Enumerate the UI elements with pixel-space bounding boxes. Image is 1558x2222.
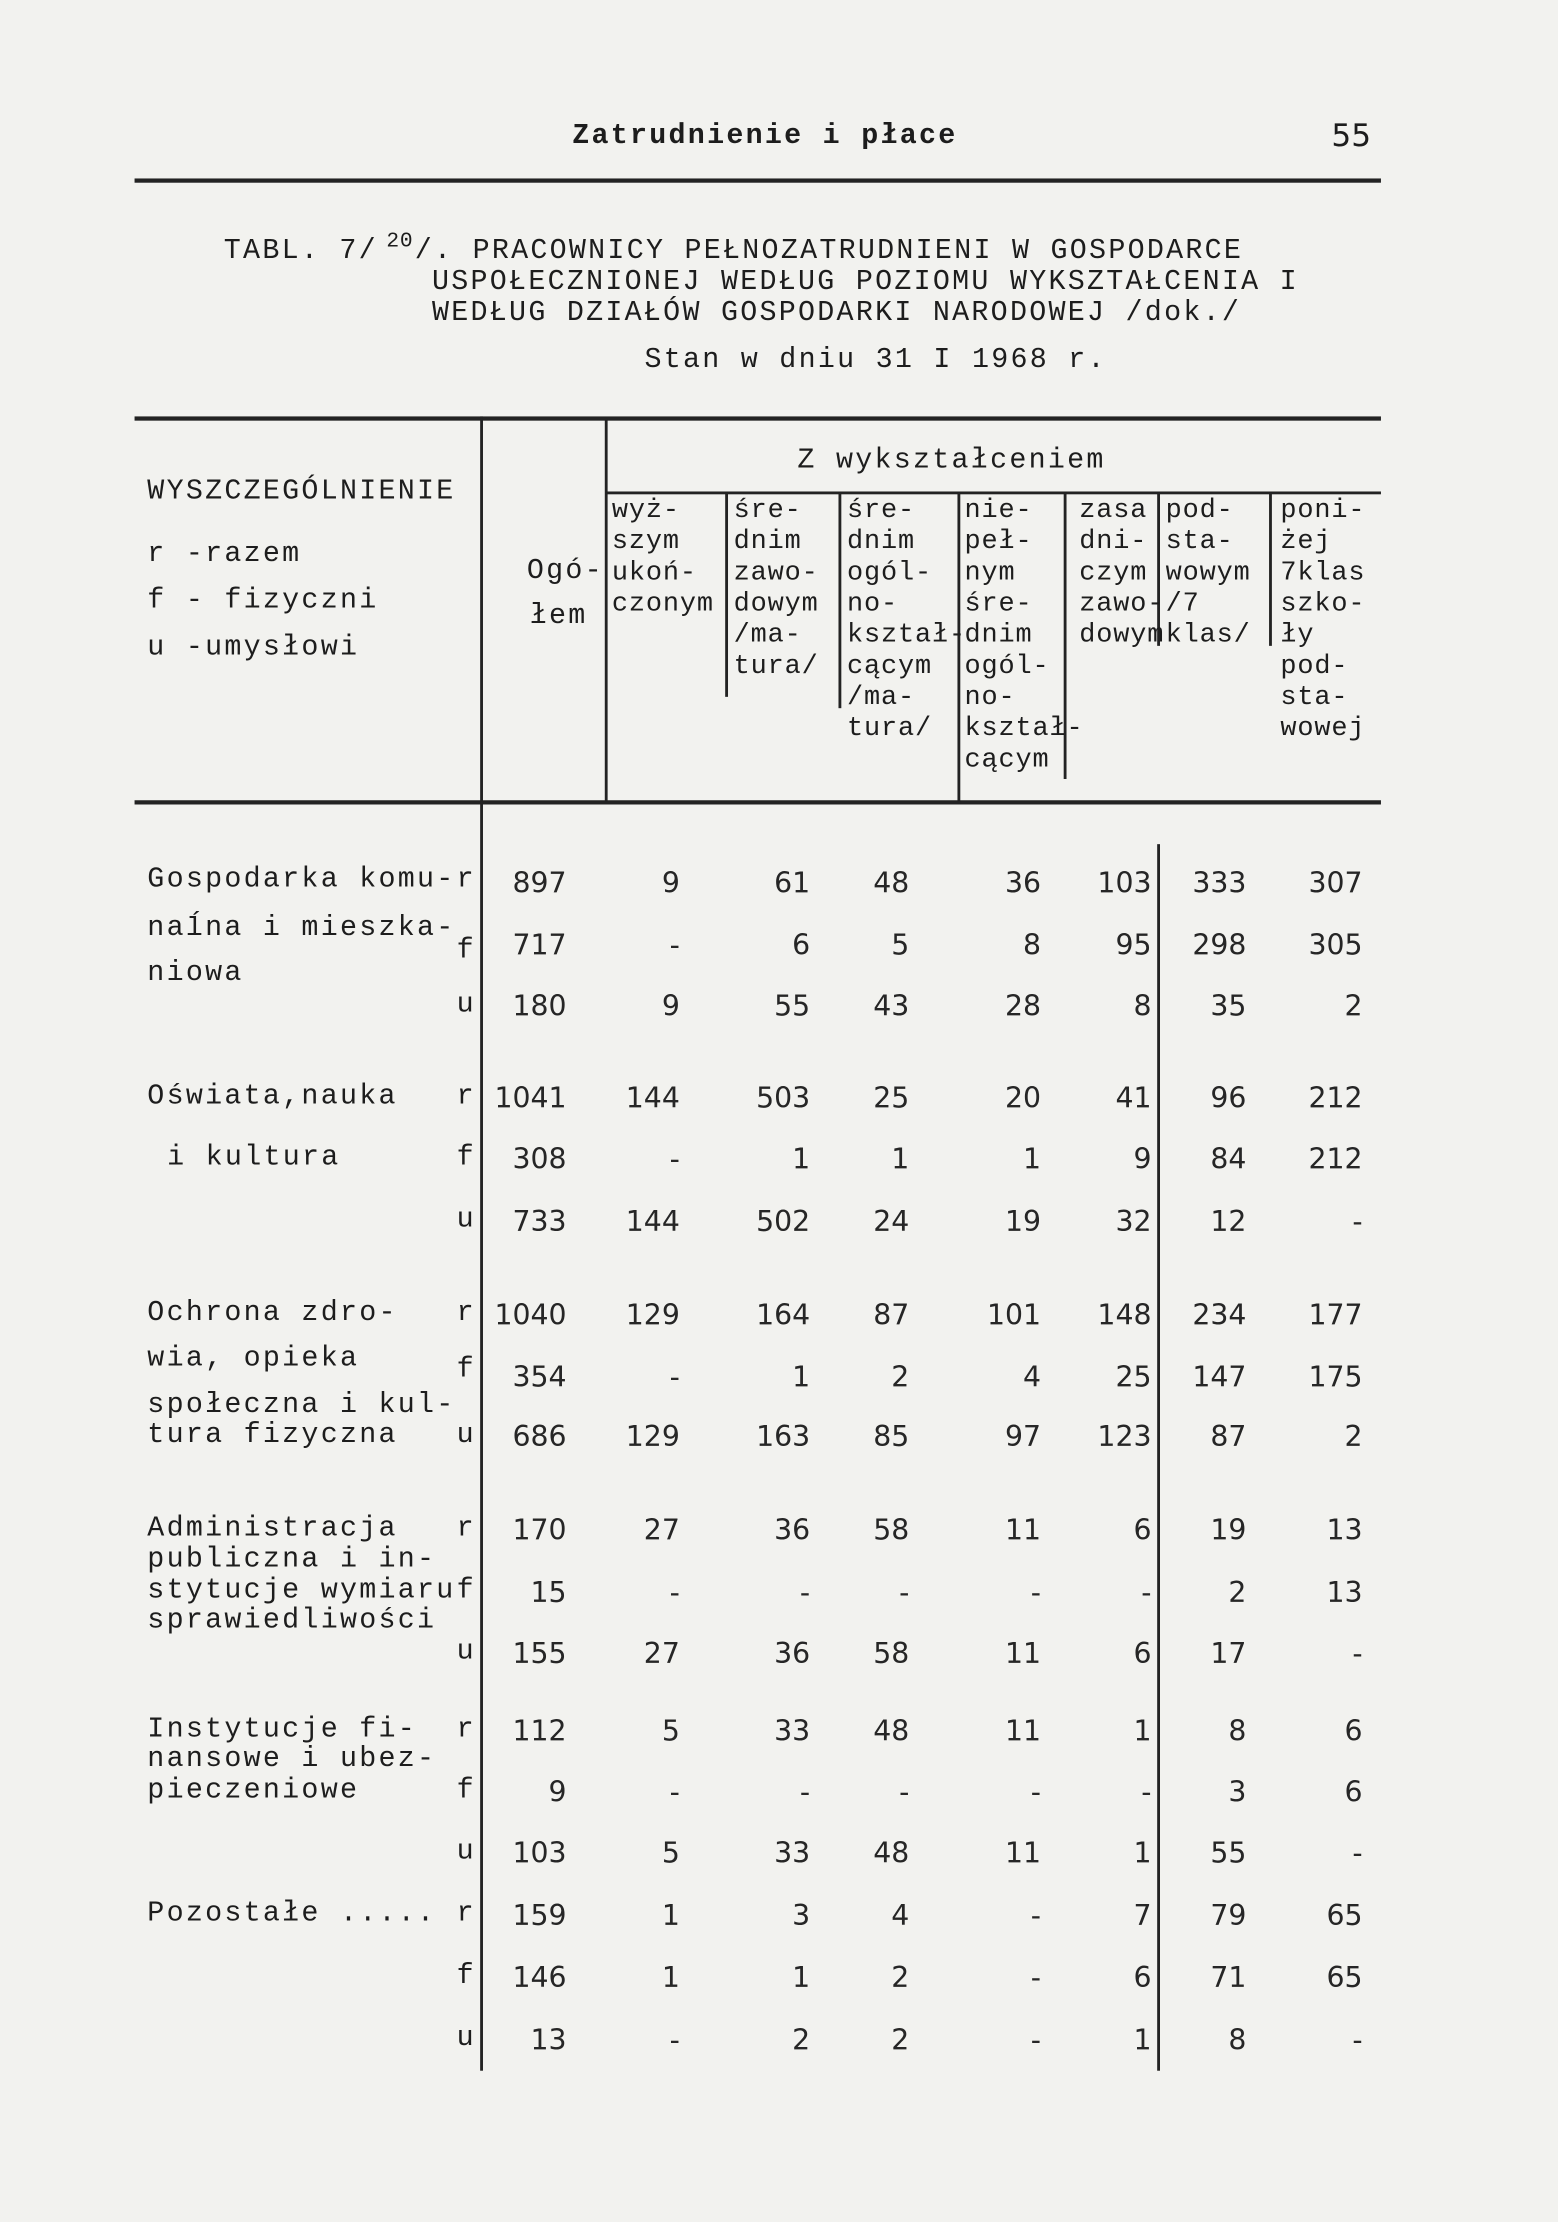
- row-label-line: Pozostałe .....: [147, 1897, 437, 1931]
- column-header-text: 7klas: [1280, 556, 1366, 588]
- table-cell: 4: [1022, 1359, 1042, 1394]
- table-cell: 9: [661, 865, 680, 900]
- table-cell: 1: [1022, 1141, 1042, 1176]
- table-cell: 61: [774, 865, 811, 900]
- column-header-text: dni-: [1079, 525, 1148, 557]
- table-cell: 6: [1344, 1774, 1363, 1809]
- table-cell: 36: [774, 1512, 811, 1547]
- table-cell: 159: [512, 1897, 567, 1932]
- table-cell: 43: [873, 988, 910, 1023]
- table-title-text: /. PRACOWNICY PEŁNOZATRUDNIENI W GOSPODARCE: [414, 235, 1244, 268]
- column-header-text: dnim: [733, 525, 802, 557]
- table-cell: -: [1141, 1574, 1152, 1609]
- stub-title: WYSZCZEGÓLNIENIE: [147, 475, 456, 509]
- table-cell: 6: [1133, 1635, 1152, 1670]
- subcolumn-divider: [725, 493, 728, 697]
- table-cell: 123: [1097, 1419, 1152, 1454]
- table-cell: 1: [1133, 1713, 1152, 1748]
- running-head-title: Zatrudnienie i płace: [572, 120, 958, 153]
- table-cell: 144: [625, 1080, 680, 1115]
- table-cell: 35: [1210, 988, 1247, 1023]
- column-header-text: szko-: [1280, 587, 1366, 619]
- column-header-text: kształ-: [846, 618, 966, 651]
- column-header-text: kształ-: [964, 712, 1084, 744]
- table-cell: 112: [512, 1713, 567, 1748]
- table-cell: 13: [530, 2022, 567, 2057]
- table-cell: -: [669, 2022, 680, 2057]
- table-cell: 11: [1004, 1835, 1042, 1870]
- table-cell: -: [1352, 1635, 1363, 1670]
- column-header-text: tura/: [846, 712, 932, 744]
- row-type-marker: f: [456, 1141, 476, 1175]
- table-cell: 129: [625, 1419, 680, 1454]
- table-top-rule: [135, 416, 1381, 420]
- table-cell: 103: [1097, 865, 1152, 900]
- column-header-text: peł-: [964, 525, 1033, 557]
- table-cell: 164: [756, 1297, 811, 1332]
- row-type-marker: u: [456, 2022, 476, 2056]
- table-cell: 58: [873, 1512, 910, 1547]
- table-cell: 733: [512, 1203, 567, 1238]
- table-cell: 234: [1192, 1297, 1247, 1332]
- column-header-text: pod-: [1165, 494, 1234, 526]
- table-cell: 354: [512, 1359, 567, 1394]
- table-cell: 502: [756, 1203, 811, 1238]
- table-cell: 8: [1228, 1713, 1247, 1748]
- table-cell: 3: [1228, 1774, 1247, 1809]
- row-type-marker: r: [456, 863, 476, 897]
- table-cell: 32: [1115, 1203, 1152, 1238]
- row-label-line: społeczna i kul-: [147, 1389, 456, 1423]
- column-header-text: czonym: [611, 587, 714, 619]
- table-cell: 20: [1004, 1080, 1042, 1115]
- row-label-line: tura fizyczna: [147, 1419, 398, 1452]
- table-cell: 36: [1004, 865, 1042, 900]
- row-label-line: nansowe i ubez-: [147, 1743, 437, 1777]
- table-cell: 147: [1192, 1359, 1247, 1394]
- table-cell: -: [1352, 1835, 1363, 1870]
- column-header-text: nie-: [964, 494, 1033, 526]
- row-label-line: Instytucje fi-: [147, 1713, 418, 1747]
- table-cell: 6: [1133, 1512, 1152, 1547]
- column-header-text: dnim: [846, 525, 915, 557]
- table-cell: 717: [512, 927, 567, 962]
- column-header-text: śre-: [964, 587, 1033, 619]
- table-cell: 33: [774, 1835, 811, 1870]
- table-cell: 1: [1133, 1835, 1152, 1870]
- table-cell: 58: [873, 1635, 910, 1670]
- table-cell: 84: [1210, 1141, 1247, 1176]
- total-column-header: Ogó-: [526, 555, 604, 588]
- column-header-text: żej: [1280, 525, 1332, 557]
- table-cell: 2: [1344, 988, 1363, 1023]
- row-type-marker: r: [456, 1297, 476, 1330]
- table-cell: 6: [792, 927, 811, 962]
- table-cell: 1040: [494, 1297, 567, 1332]
- table-cell: 1: [891, 1141, 910, 1176]
- row-label-line: sprawiedliwości: [147, 1604, 437, 1638]
- table-cell: 180: [512, 988, 567, 1023]
- row-type-marker: r: [456, 1897, 476, 1931]
- table-cell: 13: [1326, 1574, 1363, 1609]
- table-cell: -: [899, 1574, 910, 1609]
- column-header-text: ły: [1280, 618, 1315, 651]
- table-cell: 1041: [494, 1080, 567, 1115]
- column-header-text: poni-: [1280, 494, 1366, 526]
- stub-legend-umyslowi: u -umysłowi: [147, 631, 360, 665]
- table-date-line: Stan w dniu 31 I 1968 r.: [644, 344, 1107, 377]
- column-header-text: klas/: [1165, 618, 1251, 651]
- row-label-line: naĺna i mieszka-: [147, 912, 456, 945]
- table-cell: 144: [625, 1203, 680, 1238]
- table-cell: 25: [873, 1080, 910, 1115]
- table-cell: 2: [891, 1960, 910, 1995]
- row-type-marker: r: [456, 1512, 476, 1546]
- table-cell: 36: [774, 1635, 811, 1670]
- table-cell: 129: [625, 1297, 680, 1332]
- row-type-marker: f: [456, 1960, 476, 1993]
- table-cell: -: [1030, 1960, 1042, 1995]
- table-cell: 305: [1308, 927, 1363, 962]
- table-cell: 85: [873, 1419, 910, 1454]
- table-cell: 28: [1004, 988, 1042, 1023]
- table-cell: -: [1030, 2022, 1042, 2057]
- table-cell: -: [1352, 2022, 1363, 2057]
- row-type-marker: r: [456, 1713, 476, 1747]
- table-cell: 2: [891, 2022, 910, 2057]
- table-cell: 24: [873, 1203, 910, 1238]
- column-header-text: no-: [846, 587, 898, 619]
- page-number: 55: [1331, 118, 1372, 155]
- table-cell: 1: [792, 1960, 811, 1995]
- table-cell: 4: [891, 1897, 910, 1932]
- table-cell: 101: [986, 1297, 1042, 1332]
- column-header-text: ogól-: [846, 556, 932, 588]
- table-cell: 87: [873, 1297, 910, 1332]
- table-cell: -: [799, 1774, 811, 1809]
- row-type-marker: u: [456, 1835, 476, 1869]
- table-cell: 8: [1228, 2022, 1247, 2057]
- table-cell: 27: [643, 1635, 680, 1670]
- table-cell: -: [669, 1359, 680, 1394]
- row-label-line: publiczna i in-: [147, 1543, 437, 1577]
- table-cell: 8: [1022, 927, 1042, 962]
- row-type-marker: f: [456, 934, 476, 968]
- table-cell: 41: [1115, 1080, 1152, 1115]
- table-cell: 13: [1326, 1512, 1363, 1547]
- table-cell: -: [669, 1774, 680, 1809]
- table-cell: 11: [1004, 1713, 1042, 1748]
- table-number-label: TABL. 7/: [223, 235, 378, 268]
- column-header-text: /ma-: [846, 681, 915, 713]
- table-cell: 1: [1133, 2022, 1152, 2057]
- table-cell: -: [799, 1574, 811, 1609]
- table-cell: 8: [1133, 988, 1152, 1023]
- table-cell: 5: [661, 1713, 680, 1748]
- table-cell: 1: [661, 1960, 680, 1995]
- table-cell: 1: [792, 1359, 811, 1394]
- table-cell: 25: [1115, 1359, 1152, 1394]
- table-cell: -: [1030, 1574, 1042, 1609]
- table-cell: 97: [1004, 1419, 1042, 1454]
- column-header-text: no-: [964, 681, 1016, 713]
- table-cell: 6: [1133, 1960, 1152, 1995]
- table-cell: 1: [661, 1897, 680, 1932]
- row-label-line: stytucje wymiaru: [147, 1574, 456, 1608]
- table-cell: 177: [1308, 1297, 1363, 1332]
- row-type-marker: u: [456, 1419, 476, 1452]
- table-cell: 298: [1192, 927, 1247, 962]
- table-cell: -: [899, 1774, 910, 1809]
- column-header-text: cącym: [964, 743, 1050, 775]
- table-cell: 48: [873, 865, 910, 900]
- column-header-text: wyż-: [611, 494, 680, 526]
- table-cell: 5: [661, 1835, 680, 1870]
- table-cell: 7: [1133, 1897, 1152, 1932]
- table-cell: 95: [1115, 927, 1152, 962]
- column-header-text: ogól-: [964, 650, 1050, 682]
- table-cell: 11: [1004, 1635, 1042, 1670]
- column-header-text: tura/: [733, 650, 819, 682]
- column-header-text: śre-: [846, 494, 915, 526]
- table-cell: 48: [873, 1835, 910, 1870]
- row-label-line: pieczeniowe: [147, 1774, 360, 1808]
- column-header-text: zawo-: [733, 556, 819, 588]
- table-cell: 9: [548, 1774, 567, 1809]
- table-cell: 15: [530, 1574, 567, 1609]
- row-type-marker: u: [456, 1203, 476, 1237]
- row-type-marker: u: [456, 988, 476, 1022]
- table-cell: 148: [1097, 1297, 1152, 1332]
- row-type-marker: r: [456, 1080, 476, 1114]
- table-cell: 333: [1192, 865, 1247, 900]
- table-cell: 2: [1228, 1574, 1247, 1609]
- column-header-text: sta-: [1280, 681, 1349, 713]
- column-header-text: cącym: [846, 650, 932, 682]
- table-cell: -: [1141, 1774, 1152, 1809]
- table-cell: 155: [512, 1635, 567, 1670]
- column-header-text: sta-: [1165, 525, 1234, 557]
- table-cell: 5: [891, 927, 910, 962]
- table-title-line-3: WEDŁUG DZIAŁÓW GOSPODARKI NARODOWEJ /dok./: [431, 297, 1242, 331]
- table-cell: 9: [661, 988, 680, 1023]
- table-cell: 17: [1210, 1635, 1247, 1670]
- table-cell: 87: [1210, 1419, 1247, 1454]
- column-header-text: pod-: [1280, 650, 1349, 682]
- stub-column-divider: [480, 416, 483, 2070]
- education-group-header: Z wykształceniem: [797, 444, 1106, 478]
- row-type-marker: f: [456, 1574, 476, 1608]
- table-cell: 307: [1308, 865, 1363, 900]
- table-cell: 163: [756, 1419, 811, 1454]
- body-column-divider: [1157, 844, 1160, 2071]
- column-header-text: dowym: [1079, 618, 1165, 651]
- table-cell: 79: [1210, 1897, 1247, 1932]
- header-bottom-rule: [135, 800, 1381, 804]
- subcolumn-divider: [1269, 493, 1272, 646]
- row-label-line: Oświata,nauka: [147, 1080, 398, 1114]
- table-cell: 503: [756, 1080, 811, 1115]
- table-cell: 2: [1344, 1419, 1363, 1454]
- column-header-text: zawo-: [1079, 587, 1165, 619]
- total-column-header: łem: [529, 600, 588, 634]
- total-column-divider: [605, 419, 608, 801]
- column-header-text: /7: [1165, 587, 1200, 619]
- table-cell: 27: [643, 1512, 680, 1547]
- column-header-text: śre-: [733, 494, 802, 526]
- table-cell: 175: [1308, 1359, 1363, 1394]
- column-header-text: nym: [964, 556, 1016, 588]
- table-cell: 12: [1210, 1203, 1247, 1238]
- table-cell: 1: [792, 1141, 811, 1176]
- stub-legend-fizyczni: f - fizyczni: [147, 584, 379, 618]
- table-cell: 48: [873, 1713, 910, 1748]
- row-type-marker: f: [456, 1774, 476, 1808]
- table-cell: 3: [792, 1897, 811, 1932]
- row-type-marker: u: [456, 1635, 476, 1669]
- table-title-line-2: USPOŁECZNIONEJ WEDŁUG POZIOMU WYKSZTAŁCENIA I: [431, 266, 1299, 299]
- table-cell: -: [669, 1574, 680, 1609]
- table-cell: 2: [792, 2022, 811, 2057]
- row-label-line: Gospodarka komu-: [147, 863, 456, 897]
- table-cell: -: [1030, 1897, 1042, 1932]
- table-cell: -: [669, 1141, 680, 1176]
- subcolumn-divider: [838, 493, 841, 708]
- column-header-text: zasa: [1079, 494, 1148, 526]
- column-header-text: wowej: [1280, 712, 1366, 744]
- table-cell: 11: [1004, 1512, 1042, 1547]
- table-cell: 55: [774, 988, 811, 1023]
- table-cell: 146: [512, 1960, 567, 1995]
- table-title-line-1: [223, 229, 1244, 270]
- column-header-text: dnim: [964, 618, 1033, 651]
- table-cell: 212: [1308, 1080, 1363, 1115]
- stub-legend-razem: r -razem: [147, 538, 302, 571]
- table-number-superscript: 20: [386, 229, 414, 254]
- table-cell: 2: [891, 1359, 910, 1394]
- table-cell: 96: [1210, 1080, 1247, 1115]
- table-cell: 6: [1344, 1713, 1363, 1748]
- table-cell: 103: [512, 1835, 567, 1870]
- table-cell: 19: [1004, 1203, 1042, 1238]
- table-cell: -: [669, 927, 680, 962]
- table-cell: 65: [1326, 1897, 1363, 1932]
- column-header-text: szym: [611, 525, 680, 557]
- column-header-text: dowym: [733, 587, 819, 619]
- running-head-rule: [135, 178, 1381, 182]
- table-cell: 19: [1210, 1512, 1247, 1547]
- row-label-line: Administracja: [147, 1512, 398, 1546]
- row-label-line: niowa: [147, 957, 244, 991]
- column-header-text: ukoń-: [611, 556, 697, 588]
- table-cell: -: [1352, 1203, 1363, 1238]
- column-header-text: /ma-: [733, 618, 802, 651]
- row-type-marker: f: [456, 1354, 476, 1387]
- table-cell: 33: [774, 1713, 811, 1748]
- table-cell: -: [1030, 1774, 1042, 1809]
- row-label-line: i kultura: [167, 1141, 341, 1175]
- table-cell: 308: [512, 1141, 567, 1176]
- table-cell: 897: [512, 865, 567, 900]
- table-cell: 65: [1326, 1960, 1363, 1995]
- row-label-line: Ochrona zdro-: [147, 1297, 398, 1330]
- column-header-text: wowym: [1165, 556, 1251, 588]
- table-cell: 9: [1133, 1141, 1152, 1176]
- table-cell: 686: [512, 1419, 567, 1454]
- table-cell: 71: [1210, 1960, 1247, 1995]
- table-cell: 170: [512, 1512, 567, 1547]
- column-header-text: czym: [1079, 556, 1148, 588]
- table-cell: 55: [1210, 1835, 1247, 1870]
- table-cell: 212: [1308, 1141, 1363, 1176]
- row-label-line: wia, opieka: [147, 1342, 360, 1376]
